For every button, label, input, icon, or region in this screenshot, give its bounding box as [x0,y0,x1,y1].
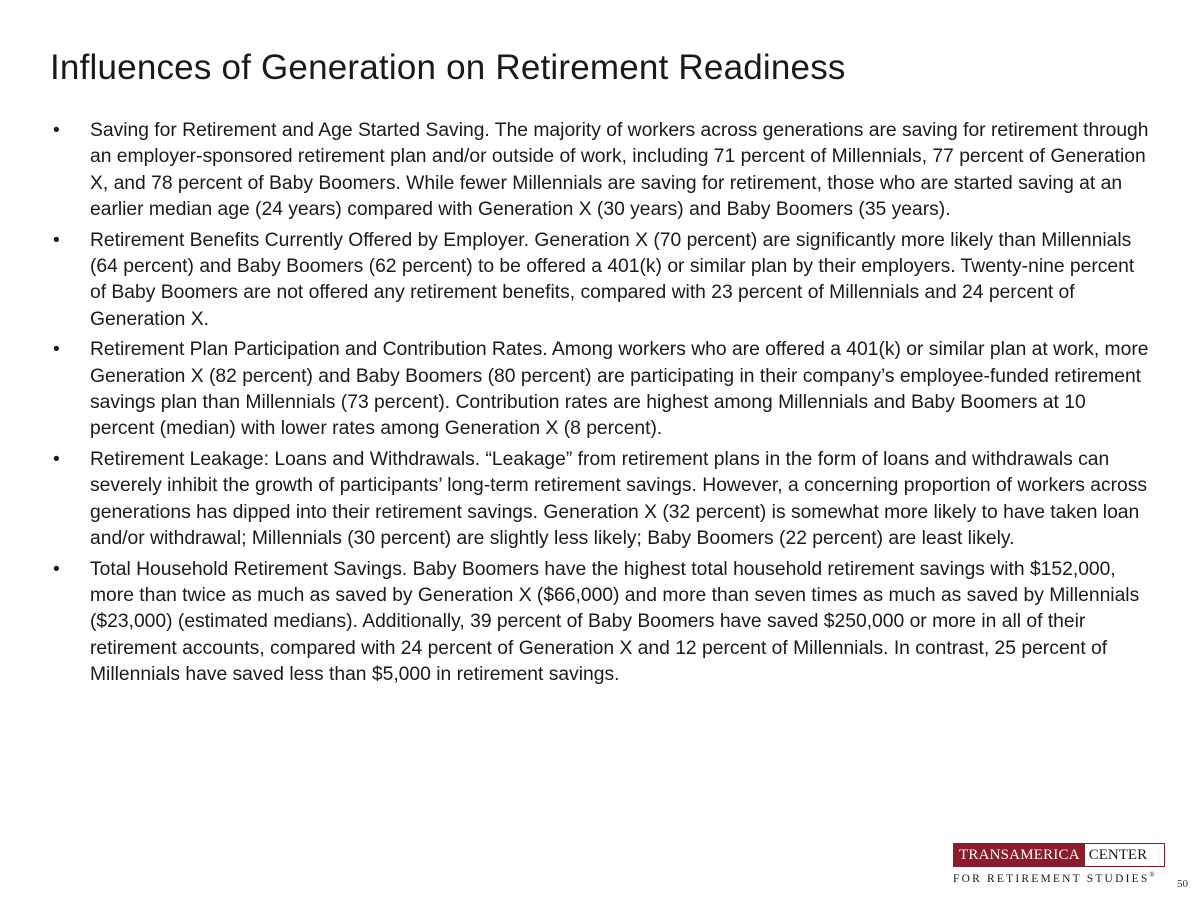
transamerica-center-logo [953,843,1165,885]
bullet-text: Retirement Benefits Currently Offered by Employer. Generation X (70 percent) are significantly more likely than Millennials (64 percent) and Baby Boomers (62 percent) to be offered a 401(k) or similar plan by their employers. Twenty-nine percent of Baby Boomers are not offered any retirement benefits, compared with 23 percent of Millennials and 24 percent of Generation X. [90,229,1135,330]
bullet-item [50,228,1150,334]
registered-mark: ® [1149,871,1155,879]
bullet-item [50,447,1150,553]
logo-tagline: FOR RETIREMENT STUDIES [953,872,1150,885]
bullet-text: Saving for Retirement and Age Started Saving. The majority of workers across generations are saving for retirement through an employer-sponsored retirement plan and/or outside of work, including 71 percent of Millennials, 77 percent of Generation X, and 78 percent of Baby Boomers. While fewer Millennials are saving for retirement, those who are started saving at an earlier median age (24 years) compared with Generation X (30 years) and Baby Boomers (35 years). [90,120,1149,221]
bullet-dot-icon: • [53,229,60,251]
bullet-item [50,118,1150,224]
bullet-item [50,557,1150,689]
bullet-text: Retirement Plan Participation and Contribution Rates. Among workers who are offered a 401(k) or similar plan at work, more Generation X (82 percent) and Baby Boomers (80 percent) are participating in their company’s employee-funded retirement savings plan than Millennials (73 percent). Contribution rates are highest among Millennials and Baby Boomers at 10 percent (median) with lower rates among Generation X (8 percent). [90,339,1149,440]
logo-wordmark [953,843,1165,867]
page-number: 50 [1177,878,1188,890]
bullet-text: Total Household Retirement Savings. Baby Boomers have the highest total household retirement savings with $152,000, more than twice as much as saved by Generation X ($66,000) and more than seven times as much as saved by Millennials ($23,000) (estimated medians). Additionally, 39 percent of Baby Boomers have saved $250,000 or more in all of their retirement accounts, compared with 24 percent of Generation X and 12 percent of Millennials. In contrast, 25 percent of Millennials have saved less than $5,000 in retirement savings. [90,558,1140,686]
slide-title: Influences of Generation on Retirement Readiness [50,48,846,87]
bullet-dot-icon: • [53,558,60,580]
logo-tagline-row [953,871,1165,885]
bullet-dot-icon: • [53,448,60,470]
bullet-dot-icon: • [53,339,60,361]
bullet-dot-icon: • [53,120,60,141]
logo-center: CENTER [1085,844,1164,866]
bullet-text: Retirement Leakage: Loans and Withdrawals. “Leakage” from retirement plans in the form of loans and withdrawals can severely inhibit the growth of participants’ long-term retirement savings. However, a concerning proportion of workers across generations has dipped into their retirement savings. Generation X (32 percent) is somewhat more likely to have taken loan and/or withdrawal; Millennials (30 percent) are slightly less likely; Baby Boomers (22 percent) are least likely. [90,448,1148,550]
bullet-list [50,118,1150,693]
bullet-item [50,337,1150,443]
logo-brand: TRANSAMERICA [954,844,1085,866]
